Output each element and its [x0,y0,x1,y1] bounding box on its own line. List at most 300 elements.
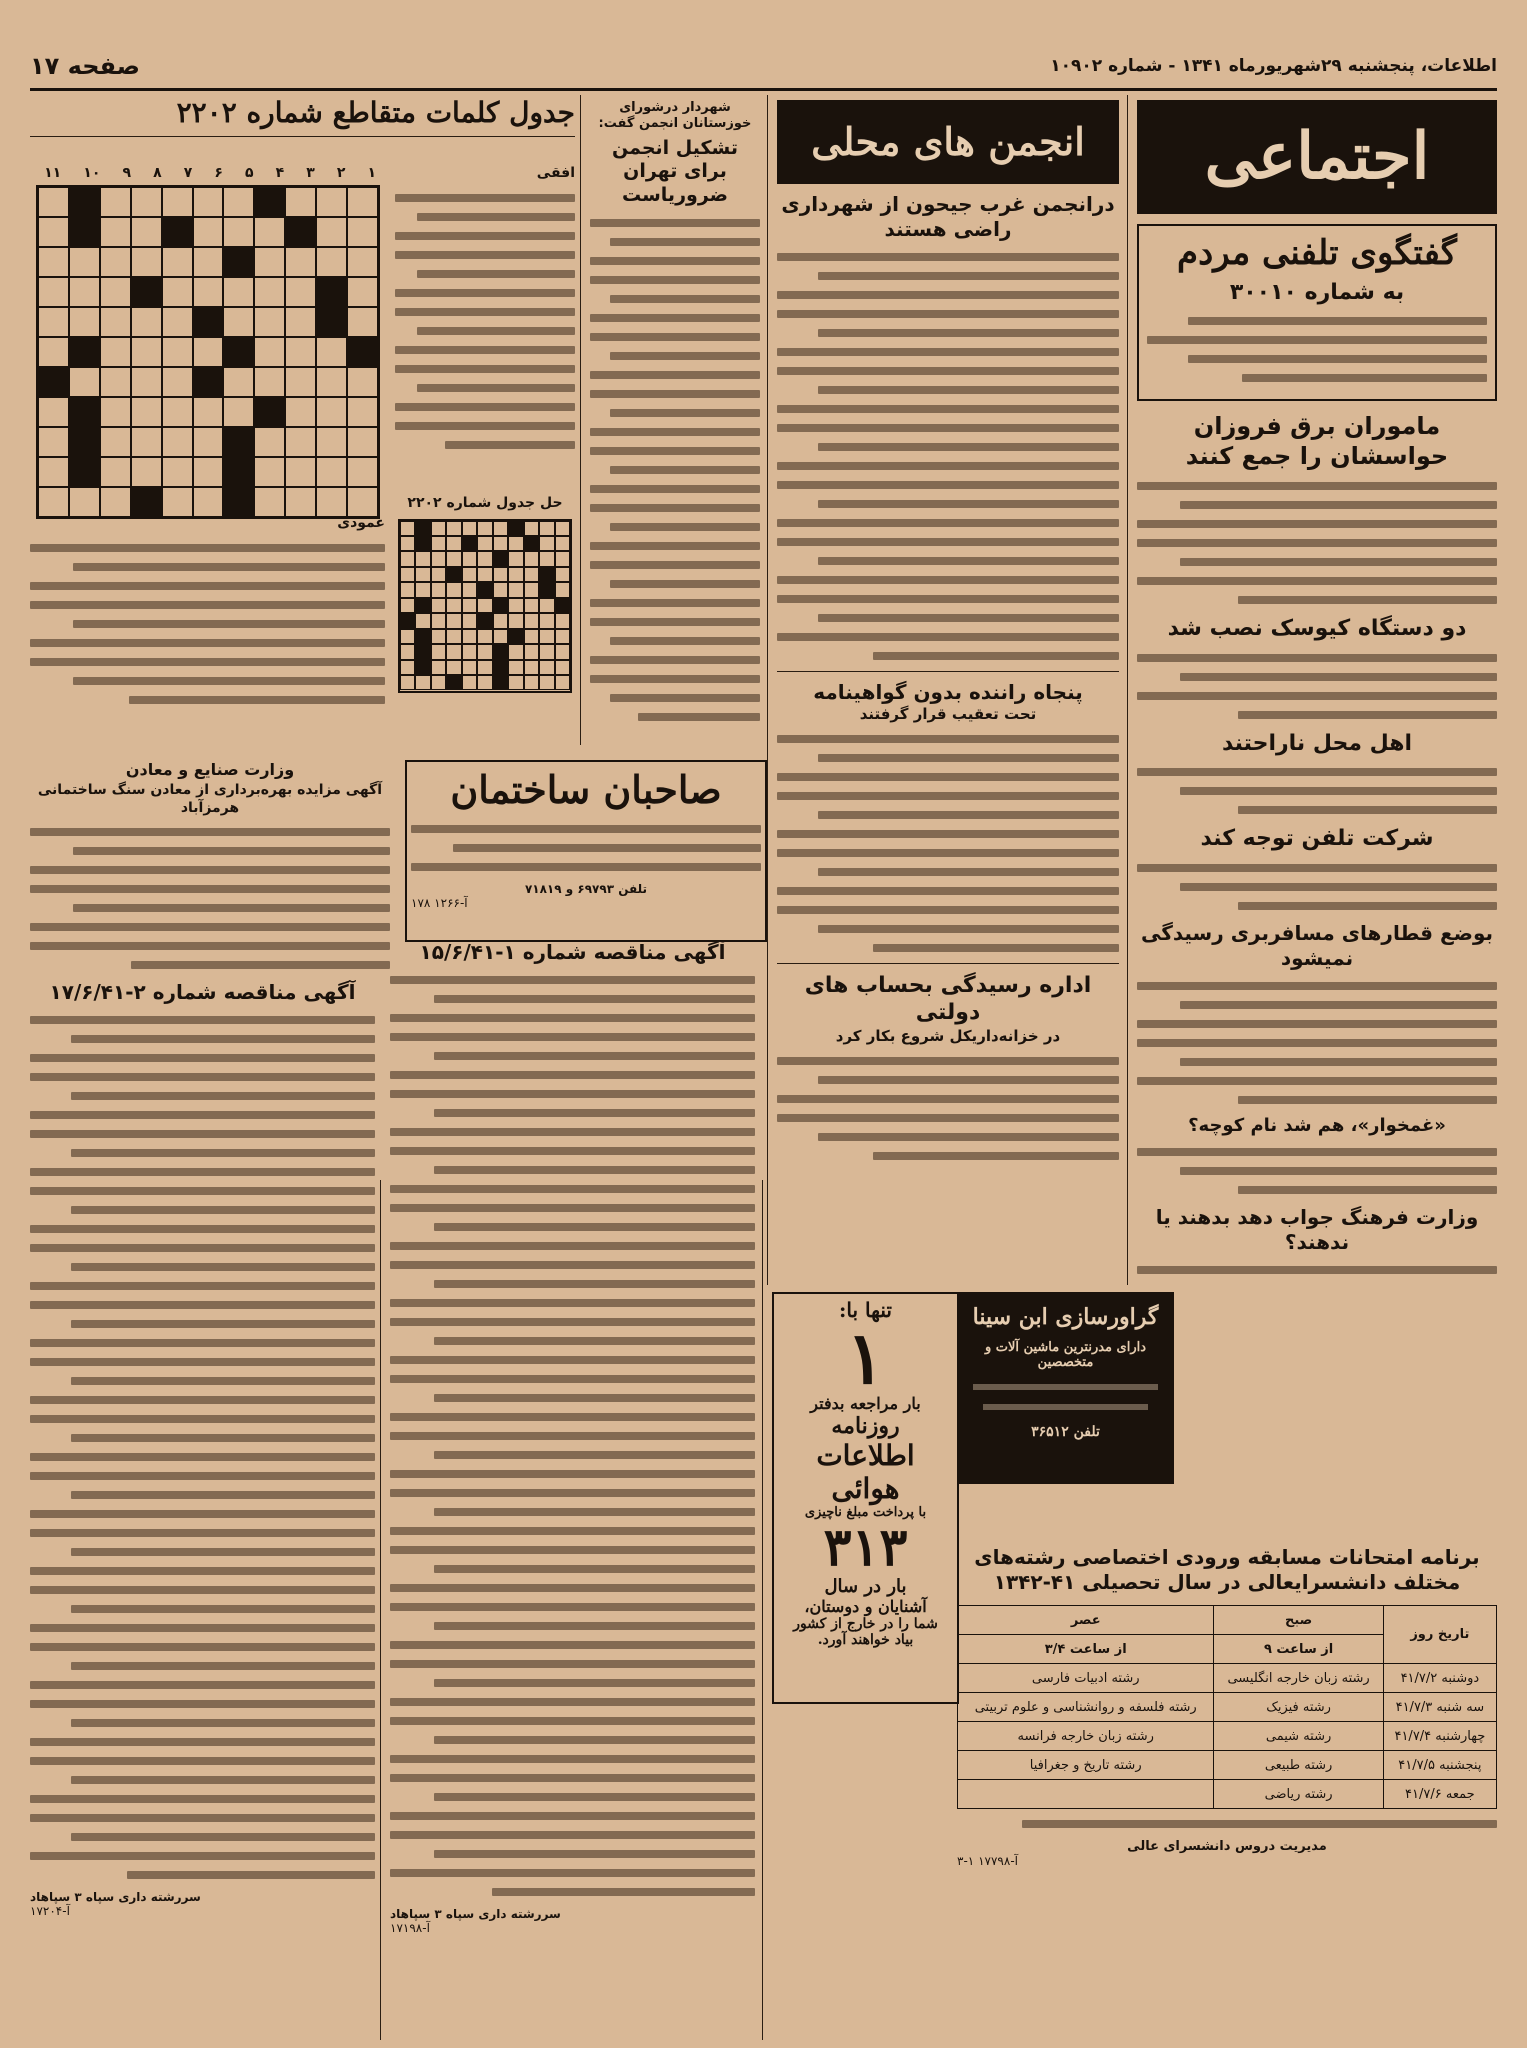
crossword-cell [69,397,100,427]
crossword-cell [493,598,508,613]
crossword-solution-grid [398,519,572,693]
crossword-cell[interactable] [131,397,162,427]
schedule-footer: مدیریت دروس دانشسرای عالی [1127,1839,1327,1854]
tender-title: آگهی مناقصه شماره ۲-۱۷/۶/۴۱ [49,980,356,1004]
crossword-number: ۳ [306,165,315,181]
crossword-cell [508,629,523,644]
crossword-cell [493,551,508,566]
crossword-cell[interactable] [347,427,378,457]
crossword-cell [316,307,347,337]
crossword-cell [524,613,539,628]
crossword-cell [493,644,508,659]
crossword-cell[interactable] [223,367,254,397]
crossword-cell[interactable] [316,337,347,367]
crossword-cell [415,613,430,628]
crossword-section [30,95,575,745]
crossword-cell [254,397,285,427]
article-title: درانجمن غرب جیحون از شهرداری راضی هستند [781,192,1115,241]
crossword-cell[interactable] [316,187,347,217]
crossword-cell[interactable] [223,277,254,307]
crossword-cell[interactable] [254,487,285,517]
crossword-title: جدول کلمات متقاطع شماره ۲۲۰۲ [176,96,575,129]
col-header: صبح [1214,1606,1383,1635]
crossword-cell[interactable] [162,277,193,307]
crossword-cell[interactable] [316,397,347,427]
article-title: تشکیل انجمن برای تهران ضروریاست [611,136,739,206]
ibnsina-ad [957,1292,1174,1484]
ad-brand: اطلاعات هوائی [816,1439,915,1505]
schedule-table [957,1605,1497,1809]
crossword-cell[interactable] [162,457,193,487]
crossword-cell [446,675,461,690]
crossword-number: ۲ [336,165,346,181]
crossword-cell[interactable] [131,427,162,457]
crossword-cell[interactable] [285,277,316,307]
crossword-cell [431,675,446,690]
col-header: عصر [958,1606,1214,1635]
crossword-cell [400,613,415,628]
table-cell: رشته شیمی [1214,1722,1383,1751]
crossword-cell[interactable] [347,277,378,307]
table-cell: رشته ادبیات فارسی [958,1664,1214,1693]
crossword-cell [462,521,477,536]
article-title: اداره رسیدگی بحساب های دولتی [804,972,1092,1026]
crossword-cell [446,582,461,597]
crossword-cell [493,629,508,644]
crossword-cell [462,660,477,675]
crossword-cell[interactable] [100,277,131,307]
article-title: بوضع قطارهای مسافربری رسیدگی نمیشود [1140,920,1494,970]
crossword-cell[interactable] [285,187,316,217]
crossword-cell[interactable] [347,307,378,337]
crossword-number: ۱۱ [44,165,62,181]
crossword-cell[interactable] [38,307,69,337]
crossword-cell [400,551,415,566]
col-header: تاریخ روز [1383,1606,1496,1664]
table-row [958,1751,1497,1780]
crossword-cell [555,521,570,536]
crossword-cell [400,582,415,597]
crossword-cell[interactable] [347,487,378,517]
schedule-code: آ-۱۷۷۹۸ ۱-۳ [957,1854,1018,1868]
crossword-cell [431,582,446,597]
crossword-cell [446,567,461,582]
vezarat-section [30,760,390,975]
crossword-cell[interactable] [285,307,316,337]
table-row [958,1780,1497,1809]
crossword-cell[interactable] [285,397,316,427]
crossword-cell [524,598,539,613]
tender-code: آ-۱۷۱۹۸ [390,1921,430,1935]
article-subtitle: در خزانه‌داریکل شروع بکار کرد [835,1026,1061,1045]
crossword-cell [493,613,508,628]
crossword-cell [539,551,554,566]
solution-title: حل جدول شماره ۲۲۰۲ [407,495,563,511]
crossword-cell [493,582,508,597]
crossword-cell[interactable] [347,367,378,397]
table-cell: جمعه ۴۱/۷/۶ [1383,1780,1496,1809]
sahebaan-ad [405,760,767,942]
crossword-cell[interactable] [162,367,193,397]
crossword-cell[interactable] [131,367,162,397]
crossword-cell [415,644,430,659]
article-title: پنجاه راننده بدون گواهینامه [813,680,1083,704]
crossword-cell[interactable] [162,487,193,517]
crossword-cell [415,551,430,566]
crossword-cell[interactable] [347,187,378,217]
crossword-cell [493,536,508,551]
article-title: ماموران برق فروزان حواسشان را جمع کنند [1185,412,1449,470]
crossword-cell[interactable] [254,217,285,247]
crossword-cell[interactable] [285,337,316,367]
phone-conversation-title: گفتگوی تلفنی مردم [1177,233,1457,273]
crossword-cell [539,521,554,536]
tender-footer: سررشته داری سپاه ۳ سپاهاد [390,1907,561,1921]
crossword-cell [508,567,523,582]
crossword-cell [223,457,254,487]
crossword-cell[interactable] [285,367,316,397]
crossword-cell[interactable] [254,277,285,307]
crossword-cell [446,644,461,659]
crossword-cell [415,521,430,536]
crossword-cell [477,521,492,536]
crossword-cell [431,551,446,566]
crossword-cell[interactable] [316,427,347,457]
table-cell [958,1780,1214,1809]
crossword-cell[interactable] [223,307,254,337]
table-cell: دوشنبه ۴۱/۷/۲ [1383,1664,1496,1693]
ad-title: صاحبان ساختمان [450,767,722,812]
crossword-cell [400,629,415,644]
article-title: اهل محل ناراحتند [1221,730,1413,756]
ejtemaei-column [1137,100,1497,1285]
article-kicker: شهردار درشورای خوزستانان انجمن گفت: [598,100,752,132]
col-subheader: از ساعت ۹ [1214,1635,1383,1664]
crossword-cell[interactable] [347,247,378,277]
table-cell: رشته زبان خارجه فرانسه [958,1722,1214,1751]
crossword-cell[interactable] [69,307,100,337]
crossword-cell[interactable] [38,397,69,427]
crossword-cell[interactable] [316,217,347,247]
crossword-cell[interactable] [100,457,131,487]
crossword-cell [462,629,477,644]
crossword-cell[interactable] [100,427,131,457]
crossword-cell [69,337,100,367]
crossword-cell [69,457,100,487]
crossword-cell [462,551,477,566]
crossword-cell[interactable] [193,277,224,307]
crossword-cell [446,613,461,628]
crossword-cell [69,427,100,457]
tender-code: آ-۱۷۲۰۴ [30,1904,70,1918]
crossword-cell[interactable] [347,397,378,427]
crossword-cell [446,536,461,551]
crossword-cell [38,367,69,397]
crossword-cell [508,536,523,551]
crossword-cell [69,187,100,217]
ad-title: گراورسازی ابن سینا [972,1304,1159,1330]
crossword-cell[interactable] [193,457,224,487]
crossword-cell[interactable] [69,367,100,397]
crossword-cell[interactable] [223,397,254,427]
crossword-cell [539,598,554,613]
crossword-cell [508,613,523,628]
crossword-cell[interactable] [254,307,285,337]
ad-text: شما را در خارج از کشور [793,1616,938,1632]
crossword-cell[interactable] [316,247,347,277]
crossword-cell [223,337,254,367]
crossword-cell [555,644,570,659]
crossword-cell [477,644,492,659]
crossword-cell[interactable] [100,307,131,337]
crossword-number: ۷ [183,165,193,181]
ettelaat-havaei-ad [772,1292,959,1704]
tender-notice-1 [30,980,375,2040]
crossword-cell [415,598,430,613]
crossword-cell[interactable] [100,247,131,277]
ad-code: آ-۱۲۶۶ ۱۷۸ [411,895,468,910]
ad-text: بار در سال [824,1576,907,1597]
table-cell: پنجشنبه ۴۱/۷/۵ [1383,1751,1496,1780]
crossword-cell [524,629,539,644]
table-cell: رشته تاریخ و جغرافیا [958,1751,1214,1780]
crossword-cell [223,247,254,277]
crossword-cell[interactable] [69,247,100,277]
crossword-cell [539,629,554,644]
crossword-cell[interactable] [193,397,224,427]
crossword-cell [193,307,224,337]
crossword-cell [446,629,461,644]
crossword-cell [539,582,554,597]
crossword-cell [524,675,539,690]
crossword-cell [524,644,539,659]
crossword-cell [524,660,539,675]
crossword-cell[interactable] [193,487,224,517]
phone-number: به شماره ۳۰۰۱۰ [1229,279,1405,305]
crossword-cell[interactable] [162,247,193,277]
crossword-cell[interactable] [69,487,100,517]
crossword-cell [477,567,492,582]
crossword-cell [431,660,446,675]
crossword-cell[interactable] [38,187,69,217]
crossword-cell [524,521,539,536]
crossword-cell[interactable] [38,487,69,517]
crossword-cell[interactable] [254,247,285,277]
crossword-cell[interactable] [162,187,193,217]
crossword-cell[interactable] [223,217,254,247]
crossword-cell [415,629,430,644]
crossword-number: ۵ [244,165,254,181]
article-subtitle: تحت تعقیب قرار گرفتند [859,705,1037,723]
schedule-title: برنامه امتحانات مسابقه ورودی اختصاصی رشته‌های مختلف دانشسرایعالی در سال تحصیلی ۴۱-۱۳۴۲ [974,1545,1480,1594]
crossword-cell [555,551,570,566]
crossword-cell[interactable] [162,427,193,457]
crossword-cell[interactable] [347,457,378,487]
crossword-cell [524,551,539,566]
article-title: «غمخوار»، هم شد نام کوچه؟ [1188,1114,1446,1136]
crossword-cell [477,582,492,597]
crossword-cell[interactable] [285,427,316,457]
ad-title: وزارت صنایع و معادن [125,760,295,779]
crossword-cell [446,598,461,613]
crossword-cell [462,644,477,659]
article-title: وزارت فرهنگ جواب دهد بدهند یا ندهند؟ [1155,1205,1479,1254]
crossword-cell [431,613,446,628]
crossword-cell[interactable] [38,337,69,367]
crossword-cell[interactable] [254,337,285,367]
crossword-cell[interactable] [100,337,131,367]
crossword-cell [539,675,554,690]
crossword-cell [193,367,224,397]
ad-text: بیاد خواهند آورد. [817,1632,914,1648]
crossword-cell [555,582,570,597]
crossword-number: ۱۰ [83,165,101,181]
crossword-cell [431,644,446,659]
crossword-cell [446,551,461,566]
crossword-cell [555,629,570,644]
tender-footer: سررشته داری سپاه ۳ سپاهاد [30,1890,201,1904]
crossword-cell [223,487,254,517]
crossword-cell [462,567,477,582]
crossword-cell[interactable] [285,457,316,487]
crossword-cell[interactable] [193,247,224,277]
crossword-cell [462,613,477,628]
crossword-cell[interactable] [38,277,69,307]
tender-notice-2 [390,940,755,2040]
crossword-cell [508,521,523,536]
crossword-cell [400,567,415,582]
ad-text: ۱ [846,1315,885,1400]
crossword-cell [285,217,316,247]
crossword-cell [508,660,523,675]
crossword-cell [415,582,430,597]
crossword-cell[interactable] [254,457,285,487]
crossword-cell [400,660,415,675]
crossword-cell [162,217,193,247]
table-cell: رشته ریاضی [1214,1780,1383,1809]
crossword-cell[interactable] [131,187,162,217]
crossword-cell [508,551,523,566]
crossword-cell[interactable] [223,187,254,217]
crossword-cell[interactable] [254,367,285,397]
crossword-cell [555,567,570,582]
crossword-cell [493,660,508,675]
crossword-cell[interactable] [38,217,69,247]
crossword-cell[interactable] [131,307,162,337]
crossword-cell[interactable] [193,337,224,367]
crossword-cell[interactable] [254,427,285,457]
crossword-cell [477,675,492,690]
crossword-cell[interactable] [100,397,131,427]
crossword-number: ۹ [122,165,131,181]
crossword-cell[interactable] [38,247,69,277]
crossword-cell [524,567,539,582]
ad-headline: آگهی مزایده بهره‌برداری از معادن سنگ ساختمانی هرمزآباد [37,782,383,816]
table-cell: رشته فلسفه و روانشناسی و علوم تربیتی [958,1693,1214,1722]
crossword-cell [446,660,461,675]
crossword-cell[interactable] [131,337,162,367]
ad-text: آشنایان و دوستان، [804,1597,927,1616]
crossword-cell[interactable] [100,217,131,247]
crossword-cell [555,660,570,675]
crossword-cell[interactable] [316,487,347,517]
masthead-info: اطلاعات، پنجشنبه ۲۹شهریورماه ۱۳۴۱ - شماره ۱۰۹۰۲ [1050,56,1497,76]
anjoman-banner: انجمن های محلی [777,100,1119,184]
crossword-cell[interactable] [285,247,316,277]
crossword-cell[interactable] [162,397,193,427]
crossword-cell[interactable] [347,217,378,247]
crossword-cell[interactable] [38,457,69,487]
crossword-cell[interactable] [193,217,224,247]
crossword-cell [462,675,477,690]
crossword-cell [431,598,446,613]
page-number: صفحه ۱۷ [30,52,140,80]
crossword-number: ۶ [214,165,223,181]
crossword-cell[interactable] [316,457,347,487]
crossword-cell [555,536,570,551]
crossword-cell[interactable] [162,337,193,367]
crossword-grid[interactable] [36,185,380,519]
crossword-cell[interactable] [193,187,224,217]
crossword-cell [400,521,415,536]
crossword-cell [555,675,570,690]
crossword-number: ۱ [367,165,376,181]
crossword-cell [446,521,461,536]
anjoman-column [777,100,1119,1175]
crossword-cell [539,536,554,551]
crossword-cell[interactable] [100,187,131,217]
crossword-cell [347,337,378,367]
crossword-cell [415,675,430,690]
crossword-cell [477,551,492,566]
crossword-cell [462,582,477,597]
table-row [958,1722,1497,1751]
crossword-cell[interactable] [131,457,162,487]
crossword-cell [524,582,539,597]
crossword-cell [223,427,254,457]
ad-text: بار مراجعه بدفتر [810,1394,921,1413]
crossword-cell[interactable] [162,307,193,337]
crossword-cell [477,613,492,628]
crossword-cell [477,536,492,551]
crossword-cell[interactable] [316,367,347,397]
crossword-cell [415,536,430,551]
crossword-cell [462,598,477,613]
crossword-cell [508,675,523,690]
crossword-cell [131,277,162,307]
crossword-cell[interactable] [193,427,224,457]
crossword-cell [431,567,446,582]
crossword-cell [431,536,446,551]
crossword-cell [400,644,415,659]
article-title: دو دستگاه کیوسک نصب شد [1167,616,1467,641]
table-cell: چهارشنبه ۴۱/۷/۴ [1383,1722,1496,1751]
crossword-cell[interactable] [131,247,162,277]
crossword-cell[interactable] [285,487,316,517]
crossword-cell [493,521,508,536]
crossword-cell[interactable] [69,277,100,307]
crossword-cell[interactable] [38,427,69,457]
university-exam-schedule [957,1545,1497,2035]
crossword-cell[interactable] [131,217,162,247]
crossword-cell [555,613,570,628]
ejtemaei-banner: اجتماعی [1137,100,1497,214]
crossword-cell [316,277,347,307]
crossword-cell [477,598,492,613]
crossword-cell [400,675,415,690]
crossword-cell[interactable] [100,367,131,397]
crossword-cell[interactable] [100,487,131,517]
